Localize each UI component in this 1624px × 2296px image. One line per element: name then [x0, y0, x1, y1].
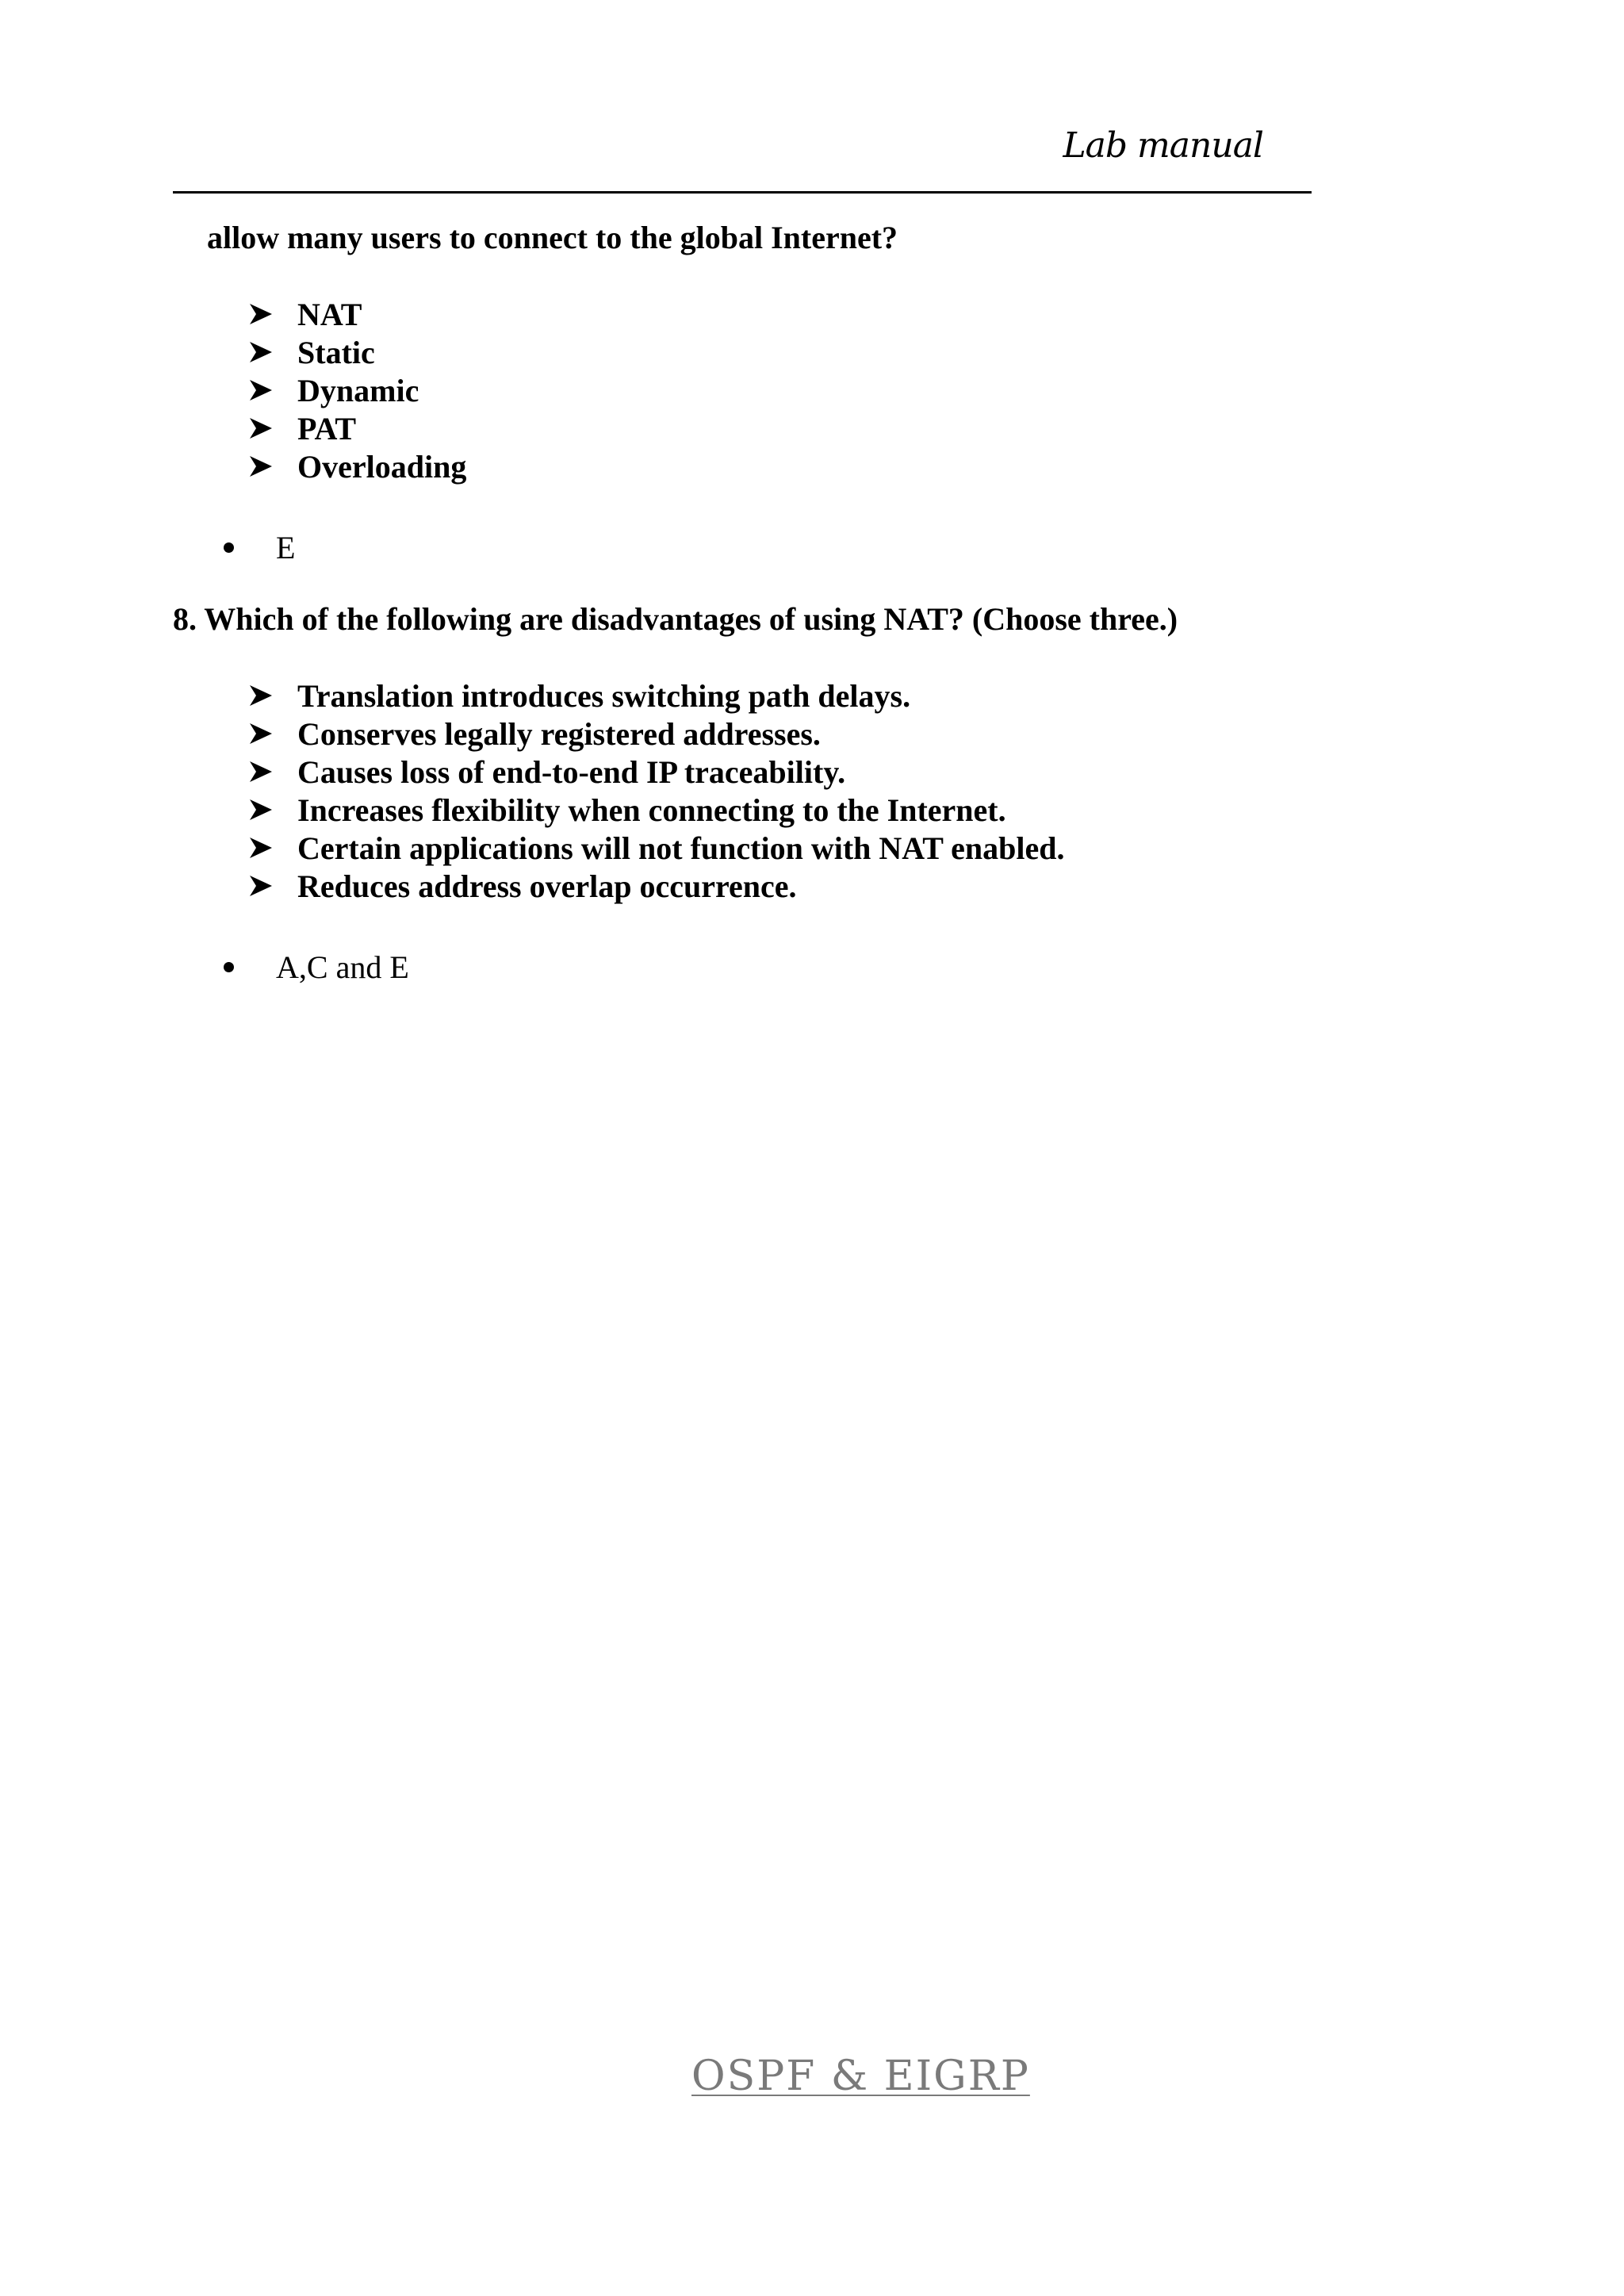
option-label: Conserves legally registered addresses. — [297, 715, 821, 752]
option-label: PAT — [297, 410, 357, 447]
arrowhead-icon — [248, 454, 274, 479]
arrowhead-icon — [248, 759, 274, 784]
option-label: Static — [297, 334, 375, 370]
arrowhead-icon — [248, 835, 274, 861]
question-8-answer — [224, 948, 409, 986]
option-item — [248, 295, 466, 333]
option-item — [248, 371, 466, 409]
option-label: Increases flexibility when connecting to the Internet. — [297, 792, 1006, 828]
question-7-answer — [224, 528, 295, 566]
bullet-icon — [224, 962, 234, 972]
option-label: Overloading — [297, 448, 467, 485]
option-label: Translation introduces switching path delays. — [297, 677, 911, 714]
bullet-icon — [224, 542, 234, 553]
option-item — [248, 715, 1065, 753]
answer-text: A,C and E — [276, 949, 409, 985]
arrowhead-icon — [248, 301, 274, 327]
header-divider — [173, 191, 1312, 194]
option-item — [248, 791, 1065, 829]
option-label: Dynamic — [297, 372, 419, 408]
arrowhead-icon — [248, 873, 274, 899]
question-8-text: 8. Which of the following are disadvantages of using NAT? (Choose three.) — [173, 601, 1178, 637]
option-item — [248, 677, 1065, 715]
header-title: Lab manual — [1063, 125, 1263, 166]
question-8-options — [248, 677, 1065, 905]
question-7-options — [248, 295, 466, 485]
option-item — [248, 409, 466, 447]
arrowhead-icon — [248, 797, 274, 822]
option-item — [248, 753, 1065, 791]
arrowhead-icon — [248, 416, 274, 441]
option-item — [248, 447, 466, 485]
arrowhead-icon — [248, 339, 274, 365]
answer-text: E — [276, 529, 296, 565]
option-label: Reduces address overlap occurrence. — [297, 868, 797, 904]
arrowhead-icon — [248, 721, 274, 746]
option-item — [248, 867, 1065, 905]
arrowhead-icon — [248, 378, 274, 403]
footer-title: OSPF & EIGRP — [691, 2053, 1030, 2100]
option-label: NAT — [297, 296, 362, 332]
option-label: Certain applications will not function with NAT enabled. — [297, 830, 1065, 866]
question-7-text: allow many users to connect to the global Internet? — [207, 220, 898, 255]
arrowhead-icon — [248, 683, 274, 708]
option-item — [248, 829, 1065, 867]
option-item — [248, 333, 466, 371]
option-label: Causes loss of end-to-end IP traceability. — [297, 753, 846, 790]
